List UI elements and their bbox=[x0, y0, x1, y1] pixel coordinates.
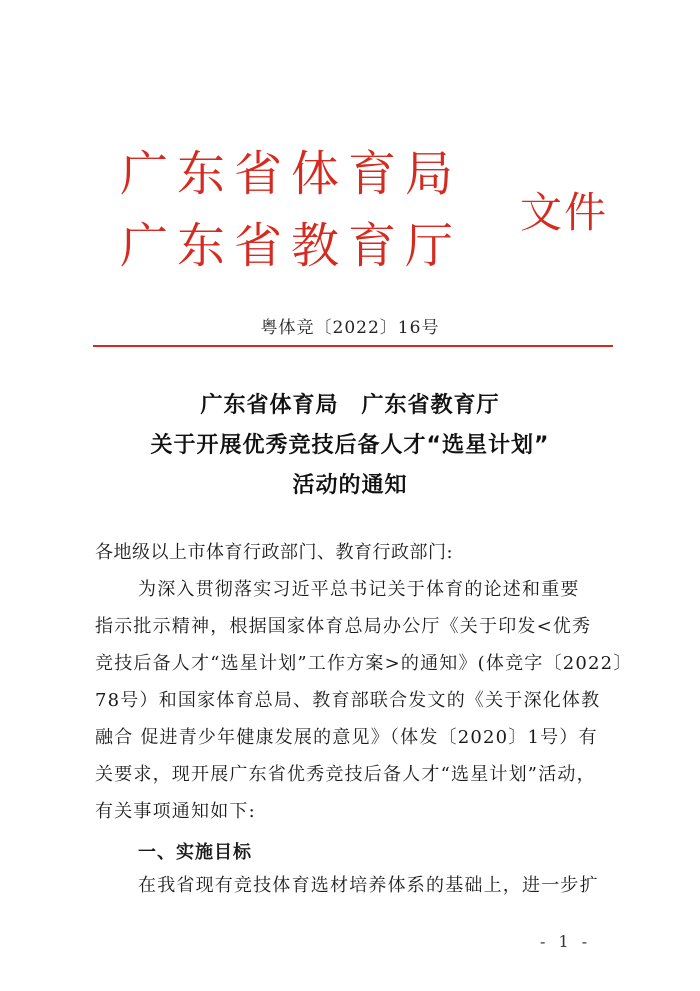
paragraph-line: 指示批示精神，根据国家体育总局办公厅《关于印发<优秀 bbox=[95, 616, 592, 637]
paragraph-line: 78号）和国家体育总局、教育部联合发文的《关于深化体教 bbox=[95, 690, 601, 711]
paragraph-line: 为深入贯彻落实习近平总书记关于体育的论述和重要 bbox=[138, 579, 580, 600]
title-line-3: 活动的通知 bbox=[292, 473, 408, 498]
issuer-line-education-department: 广东省教育厅 bbox=[120, 218, 463, 274]
paragraph-line: 有关事项通知如下: bbox=[95, 801, 256, 822]
document-number: 粤体竞〔2022〕16号 bbox=[260, 318, 440, 338]
paragraph-line: 竞技后备人才“选星计划”工作方案>的通知》(体竞字〔2022〕 bbox=[95, 653, 633, 674]
section-first-line: 在我省现有竞技体育选材培养体系的基础上，进一步扩 bbox=[138, 875, 599, 896]
title-line-1: 广东省体育局 广东省教育厅 bbox=[200, 393, 500, 418]
red-separator-line bbox=[93, 345, 613, 347]
paragraph-line: 融合 促进青少年健康发展的意见》（体发〔2020〕1号）有 bbox=[95, 727, 598, 748]
document-type-label: 文件 bbox=[520, 188, 609, 237]
section-heading: 一、实施目标 bbox=[138, 842, 252, 863]
page-number: - 1 - bbox=[540, 932, 592, 951]
title-line-2: 关于开展优秀竞技后备人才“选星计划” bbox=[150, 433, 550, 458]
issuer-line-sports-bureau: 广东省体育局 bbox=[120, 146, 463, 202]
salutation: 各地级以上市体育行政部门、教育行政部门: bbox=[95, 542, 454, 563]
paragraph-line: 关要求，现开展广东省优秀竞技后备人才“选星计划”活动， bbox=[95, 764, 596, 785]
